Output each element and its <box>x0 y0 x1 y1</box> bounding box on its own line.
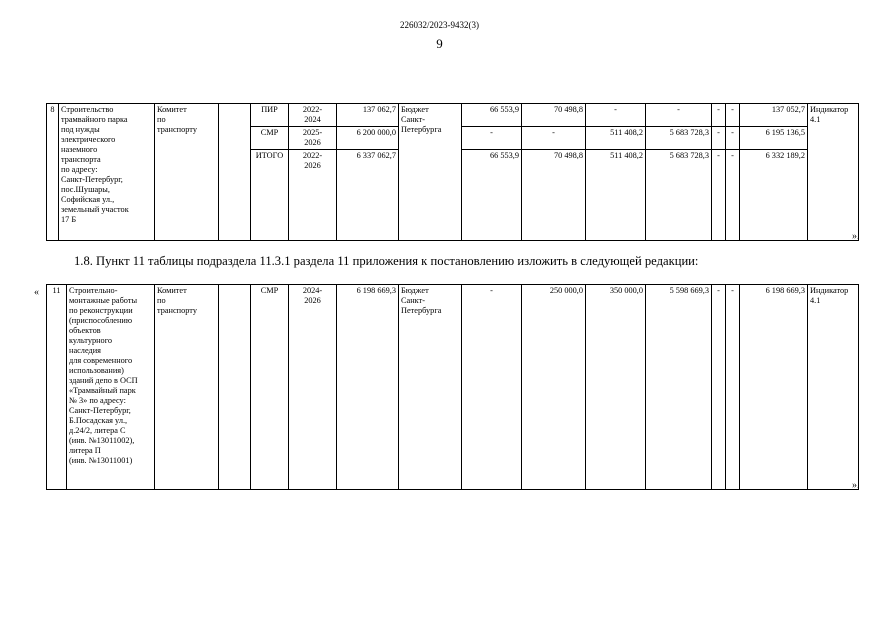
year-value-3: 350 000,0 <box>586 285 646 490</box>
year-value-2: 70 498,8 <box>522 150 586 241</box>
total-cost: 6 337 062,7 <box>337 150 399 241</box>
amendment-paragraph: 1.8. Пункт 11 таблицы подраздела 11.3.1 раздела 11 приложения к постановлению изложить в следующей редакции: <box>74 254 699 268</box>
sum-value: 137 052,7 <box>740 104 808 127</box>
opening-quote: « <box>34 287 39 298</box>
closing-quote: ». <box>852 231 860 242</box>
document-code: 226032/2023-9432(3) <box>400 20 479 30</box>
year-value-4: - <box>646 104 712 127</box>
year-value-5: - <box>712 285 726 490</box>
indicator: Индикатор 4.1 <box>808 104 859 241</box>
year-value-1: - <box>462 127 522 150</box>
item-name: Строительно- монтажные работы по реконструкции (приспособлению объектов культурного наследия для современного использования) зданий депо в ОСП «Трамвайный парк № 3» по адресу: Санкт-Петербург, Б.Посадская ул., д.24/2, литера С (инв. №13011002), литера П (инв. №13011001) <box>67 285 155 490</box>
year-value-1: - <box>462 285 522 490</box>
sum-value: 6 195 136,5 <box>740 127 808 150</box>
indicator: Индикатор 4.1 <box>808 285 859 490</box>
year-value-6: - <box>726 285 740 490</box>
total-cost: 6 198 669,3 <box>337 285 399 490</box>
page-number: 9 <box>436 36 443 51</box>
years: 2022- 2026 <box>289 150 337 241</box>
years: 2022- 2024 <box>289 104 337 127</box>
sum-value: 6 332 189,2 <box>740 150 808 241</box>
year-value-5: - <box>712 104 726 127</box>
year-value-5: - <box>712 150 726 241</box>
item-name: Строительство трамвайного парка под нужды электрического наземного транспорта по адресу: Санкт-Петербург, пос.Шушары, Софийская ул., земельный участок 17 Б <box>59 104 155 241</box>
year-value-3: - <box>586 104 646 127</box>
work-type: ИТОГО <box>251 150 289 241</box>
total-cost: 6 200 000,0 <box>337 127 399 150</box>
executor: Комитет по транспорту <box>155 104 219 241</box>
funding-source: Бюджет Санкт- Петербурга <box>399 285 462 490</box>
work-type: СМР <box>251 285 289 490</box>
year-value-2: 250 000,0 <box>522 285 586 490</box>
empty-cell <box>219 104 251 241</box>
year-value-3: 511 408,2 <box>586 127 646 150</box>
year-value-1: 66 553,9 <box>462 104 522 127</box>
sum-value: 6 198 669,3 <box>740 285 808 490</box>
year-value-6: - <box>726 150 740 241</box>
funding-source: Бюджет Санкт- Петербурга <box>399 104 462 241</box>
item-number: 11 <box>47 285 67 490</box>
years: 2025- 2026 <box>289 127 337 150</box>
table-item-11 <box>46 284 859 490</box>
years: 2024- 2026 <box>289 285 337 490</box>
year-value-5: - <box>712 127 726 150</box>
closing-quote: ». <box>852 480 860 491</box>
year-value-2: - <box>522 127 586 150</box>
year-value-1: 66 553,9 <box>462 150 522 241</box>
year-value-6: - <box>726 104 740 127</box>
item-number: 8 <box>47 104 59 241</box>
year-value-4: 5 683 728,3 <box>646 150 712 241</box>
executor: Комитет по транспорту <box>155 285 219 490</box>
year-value-2: 70 498,8 <box>522 104 586 127</box>
work-type: ПИР <box>251 104 289 127</box>
year-value-3: 511 408,2 <box>586 150 646 241</box>
total-cost: 137 062,7 <box>337 104 399 127</box>
work-type: СМР <box>251 127 289 150</box>
year-value-6: - <box>726 127 740 150</box>
year-value-4: 5 598 669,3 <box>646 285 712 490</box>
table-item-8 <box>46 103 859 241</box>
year-value-4: 5 683 728,3 <box>646 127 712 150</box>
empty-cell <box>219 285 251 490</box>
